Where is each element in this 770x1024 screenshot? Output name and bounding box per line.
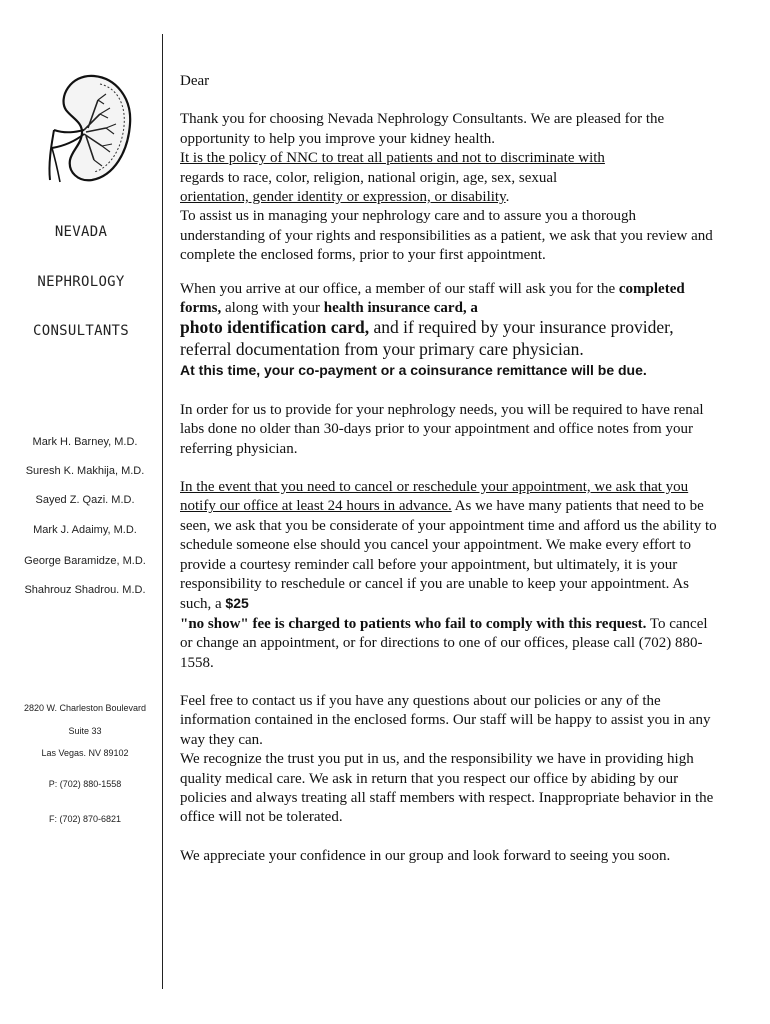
nondiscrimination-policy: It is the policy of NNC to treat all patients and not to discriminate with — [180, 150, 605, 167]
paragraph-contact — [180, 692, 720, 828]
intro-text: Thank you for choosing Nevada Nephrology Consultants. We are pleased for the opportunity to help you improve your kidney health. — [180, 111, 665, 147]
address-city: Las Vegas. NV 89102 — [41, 748, 129, 758]
column-divider — [162, 34, 163, 989]
referral-text: and if required by your insurance provider, referral documentation from your primary care physician. — [180, 317, 674, 359]
nondiscrimination-cont: regards to race, color, religion, national origin, age, sex, sexual — [180, 169, 558, 186]
nondiscrimination-cont-underlined: orientation, gender identity or expression, or disability — [180, 189, 506, 206]
policy-period: . — [505, 189, 510, 206]
doctor-name: Mark J. Adaimy, M.D. — [33, 524, 137, 536]
doctor-name: Suresh K. Makhija, M.D. — [25, 465, 145, 477]
paragraph-closing: We appreciate your confidence in our group and look forward to seeing you soon. — [180, 847, 671, 864]
arrival-text-cont: along with your — [221, 300, 324, 317]
address-suite: Suite 33 — [68, 726, 102, 736]
paragraph-cancellation — [180, 478, 720, 673]
insurance-card-text: health insurance card, a — [323, 300, 478, 317]
org-name-nephrology: NEPHROLOGY — [37, 274, 125, 290]
address-street: 2820 W. Charleston Boulevard — [23, 703, 147, 713]
address-phone: P: (702) 880-1558 — [48, 779, 122, 789]
contact-phone-text: To cancel or change an appointment, or for directions to one of our offices, please call (702) 880-1558. — [180, 615, 708, 671]
letter-body — [180, 72, 720, 866]
photo-id-text: photo identification card, — [180, 317, 370, 338]
paragraph-arrival — [180, 280, 720, 382]
no-show-fee-notice: "no show" fee is charged to patients who fail to comply with this request. — [180, 615, 647, 632]
doctor-name: Mark H. Barney, M.D. — [32, 436, 138, 448]
doctor-name: George Baramidze, M.D. — [24, 555, 146, 567]
paragraph-intro — [180, 110, 720, 265]
arrival-text: When you arrive at our office, a member of our staff will ask you for the — [180, 280, 619, 297]
no-show-fee-amount: $25 — [225, 595, 249, 612]
doctor-name: Shahrouz Shadrou. M.D. — [24, 584, 146, 596]
paragraph-labs: In order for us to provide for your nephrology needs, you will be required to have renal labs done no older than 30-days prior to your appointment and office notes from your referring physician. — [180, 401, 704, 457]
copayment-notice: At this time, your co-payment or a coinsurance remittance will be due. — [180, 362, 647, 379]
cancellation-notice: In the event that you need to cancel or reschedule your appointment, we ask that you notify our office at least 24 hours in advance. — [180, 478, 689, 515]
completed-forms-text: completed forms, — [180, 280, 685, 317]
salutation: Dear — [180, 73, 210, 89]
kidney-illustration-icon — [44, 72, 134, 184]
review-forms-text: To assist us in managing your nephrology care and to assure you a thorough understanding of your rights and responsibilities as a patient, we ask that you review and complete the enclosed forms, prior to your first appointment. — [180, 208, 713, 264]
cancellation-text: As we have many patients that need to be seen, we ask that you be considerate of your appointment time and afford us the ability to schedule someone else should you cancel your appointment. We make every effort to provide a courtesy reminder call before your appointment, but ultimately, it is your responsibility to reschedule or cancel if you are unable to keep your appointment. As such, a — [180, 498, 717, 613]
address-fax: F: (702) 870-6821 — [48, 814, 122, 824]
trust-text: We recognize the trust you put in us, and the responsibility we have in providing high quality medical care. We ask in return that you respect our office by abiding by our policies and always treating all staff members with respect. Inappropriate behavior in the office will not be tolerated. — [180, 751, 714, 826]
doctor-name: Sayed Z. Qazi. M.D. — [35, 494, 135, 506]
org-name-consultants: CONSULTANTS — [32, 323, 130, 339]
org-name-nevada: NEVADA — [54, 224, 108, 240]
contact-text: Feel free to contact us if you have any questions about our policies or any of the information contained in the enclosed forms. Our staff will be happy to assist you in any way they can. — [180, 692, 711, 748]
